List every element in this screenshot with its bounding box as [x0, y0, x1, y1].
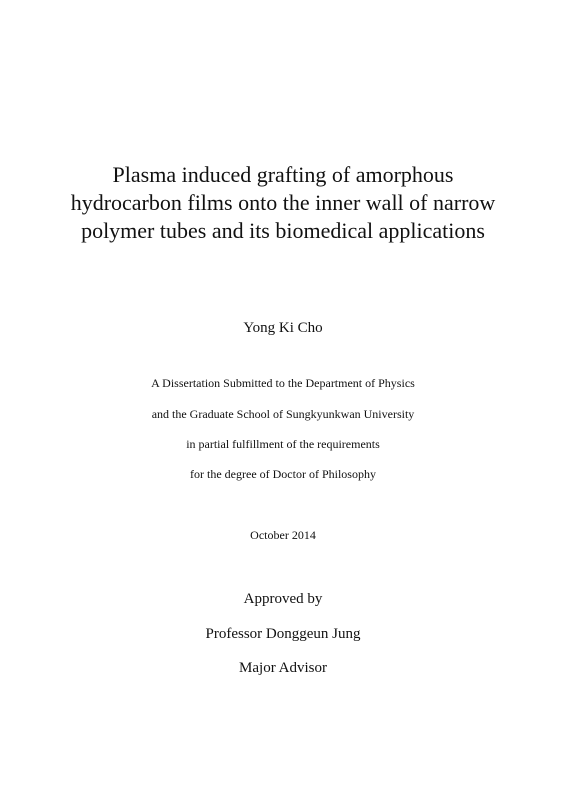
submission-line-2: and the Graduate School of Sungkyunkwan University: [151, 407, 415, 421]
submission-line-1: A Dissertation Submitted to the Department of Physics: [151, 376, 415, 390]
advisor-role: Major Advisor: [239, 660, 327, 676]
approved-by-label: Approved by: [243, 591, 323, 607]
author-name: Yong Ki Cho: [243, 320, 323, 336]
submission-line-3: in partial fulfillment of the requirements: [186, 437, 380, 451]
submission-date: October 2014: [250, 528, 316, 542]
title-line-3: polymer tubes and its biomedical applications: [81, 218, 485, 243]
submission-line-4: for the degree of Doctor of Philosophy: [190, 467, 376, 481]
advisor-name: Professor Donggeun Jung: [205, 626, 361, 642]
title-line-2: hydrocarbon films onto the inner wall of narrow: [70, 190, 496, 215]
title-line-1: Plasma induced grafting of amorphous: [112, 162, 454, 187]
